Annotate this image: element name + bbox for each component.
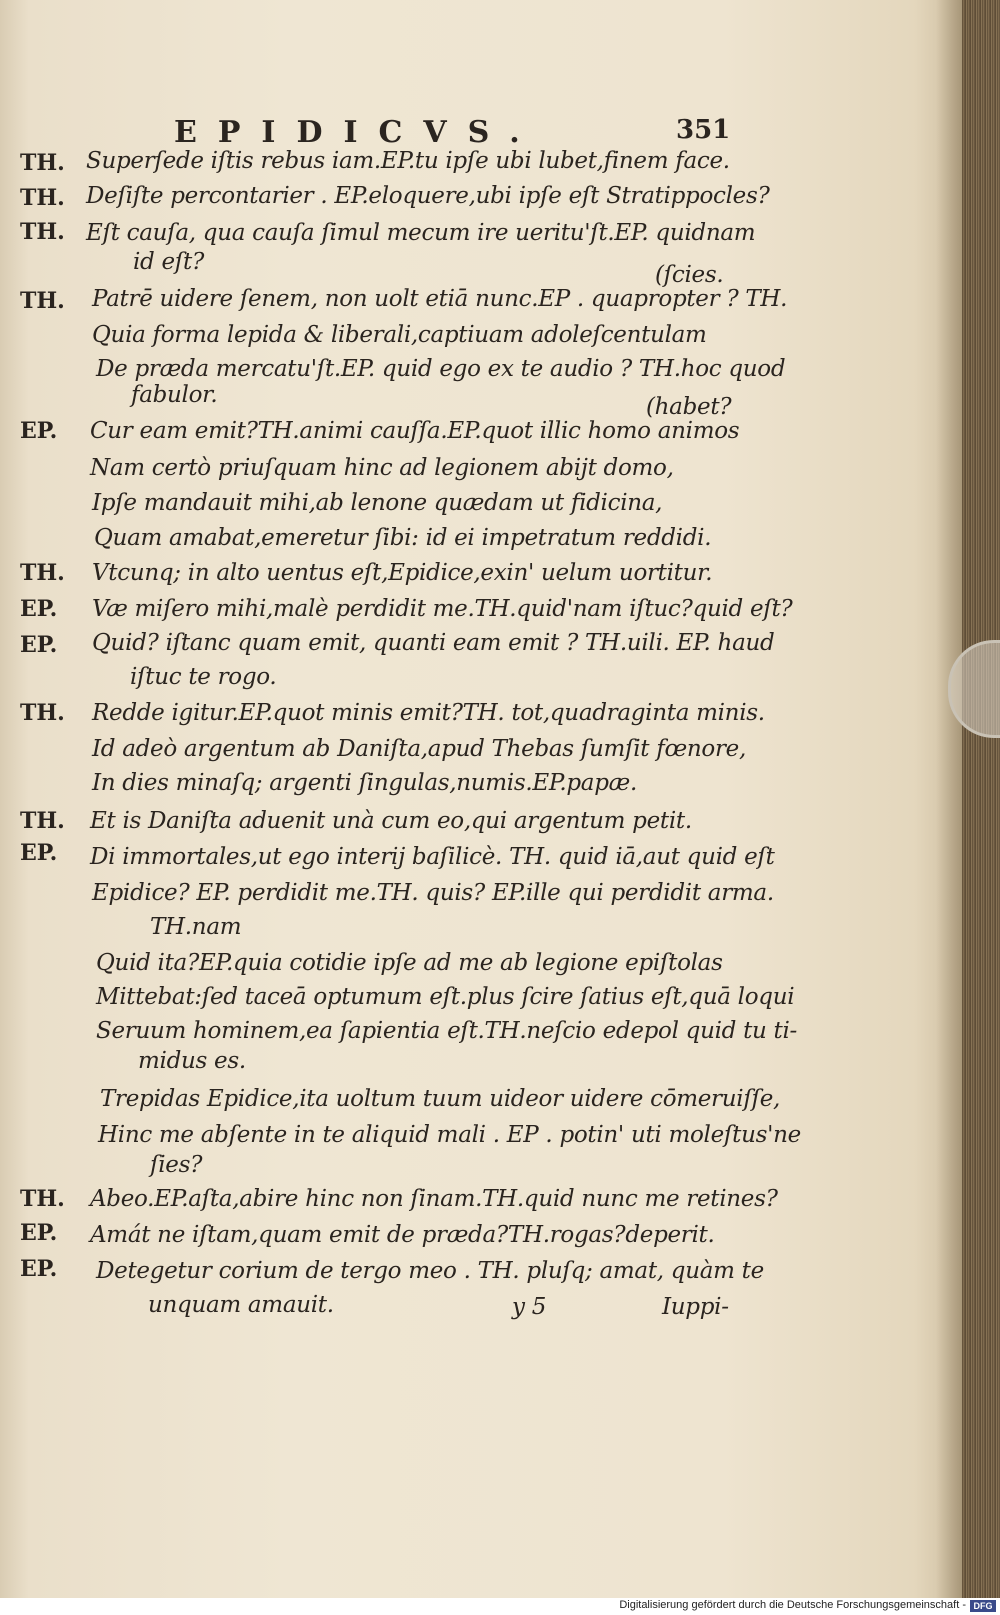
text-line: Trepidas Epidice,ita uoltum tuum uideor uidere cōmeruiſſe,	[100, 1086, 781, 1112]
text-line: (ſcies.	[655, 262, 724, 288]
text-line: unquam amauit.	[148, 1292, 334, 1318]
text-line: Superſede iſtis rebus iam.EP.tu ipſe ubi lubet,finem face.	[86, 148, 730, 174]
text-line: Epidice? EP. perdidit me.TH. quis? EP.ille qui perdidit arma.	[92, 880, 774, 906]
text-line: midus es.	[138, 1048, 246, 1074]
text-line: Hinc me abſente in te aliquid mali . EP . potin' uti moleſtus'ne	[98, 1122, 801, 1148]
text-line: Væ miſero mihi,malè perdidit me.TH.quid'nam iſtuc?quid eſt?	[92, 596, 793, 622]
speaker-label: EP.	[20, 840, 58, 866]
speaker-label: TH.	[20, 288, 65, 314]
speaker-label: EP.	[20, 418, 58, 444]
book-fore-edge	[962, 0, 1000, 1598]
text-line: fabulor.	[131, 382, 218, 408]
text-line: Id adeò argentum ab Daniſta,apud Thebas ſumſit fœnore,	[92, 736, 746, 762]
text-line: Cur eam emit?TH.animi cauſſa.EP.quot illic homo animos	[90, 418, 740, 444]
text-line: Et is Daniſta aduenit unà cum eo,qui argentum petit.	[90, 808, 692, 834]
text-line: Mittebat:ſed taceā optumum eſt.plus ſcire ſatius eſt,quā loqui	[96, 984, 795, 1010]
footer-bar	[0, 1598, 1000, 1615]
speaker-label: TH.	[20, 1186, 65, 1212]
text-line: De præda mercatu'ſt.EP. quid ego ex te audio ? TH.hoc quod	[96, 356, 786, 382]
text-line: (habet?	[646, 394, 732, 420]
dfg-logo-icon: DFG	[970, 1600, 996, 1612]
text-line: Quia forma lepida & liberali,captiuam adoleſcentulam	[92, 322, 707, 348]
speaker-label: EP.	[20, 596, 58, 622]
text-line: id eſt?	[133, 249, 204, 275]
speaker-label: TH.	[20, 808, 65, 834]
speaker-label: TH.	[20, 700, 65, 726]
text-line: Nam certò priuſquam hinc ad legionem abijt domo,	[90, 455, 674, 481]
text-line: TH.nam	[150, 914, 242, 940]
speaker-label: TH.	[20, 185, 65, 211]
speaker-label: TH.	[20, 150, 65, 176]
text-line: Quam amabat,emeretur ſibi: id ei impetratum reddidi.	[94, 525, 712, 551]
speaker-label: EP.	[20, 1220, 58, 1246]
speaker-label: EP.	[20, 1256, 58, 1282]
text-line: Redde igitur.EP.quot minis emit?TH. tot,quadraginta minis.	[92, 700, 765, 726]
text-line: Eſt cauſa, qua cauſa ſimul mecum ire ueritu'ſt.EP. quidnam	[86, 220, 756, 246]
text-line: Vtcunq; in alto uentus eſt,Epidice,exin' uelum uortitur.	[92, 560, 713, 586]
text-line: ſies?	[150, 1152, 203, 1178]
signature-mark: y 5	[512, 1294, 547, 1320]
page-number: 351	[676, 115, 731, 145]
running-title: EPIDICVS.	[174, 115, 541, 150]
text-line: Detegetur corium de tergo meo . TH. pluſq; amat, quàm te	[96, 1258, 764, 1284]
catchword: Iuppi-	[662, 1294, 729, 1320]
speaker-label: TH.	[20, 560, 65, 586]
text-line: iſtuc te rogo.	[130, 664, 277, 690]
text-line: In dies minaſq; argenti ſingulas,numis.EP.papæ.	[92, 770, 637, 796]
text-line: Deſiſte percontarier . EP.eloquere,ubi ipſe eſt Stratippocles?	[86, 183, 770, 209]
text-line: Seruum hominem,ea ſapientia eſt.TH.neſcio edepol quid tu ti-	[96, 1018, 798, 1044]
text-line: Abeo.EP.aſta,abire hinc non ſinam.TH.quid nunc me retines?	[90, 1186, 778, 1212]
text-line: Amát ne iſtam,quam emit de præda?TH.rogas?deperit.	[90, 1222, 715, 1248]
text-line: Patrē uidere ſenem, non uolt etiā nunc.EP . quapropter ? TH.	[92, 286, 788, 312]
text-line: Quid ita?EP.quia cotidie ipſe ad me ab legione epiſtolas	[96, 950, 723, 976]
speaker-label: EP.	[20, 632, 58, 658]
text-line: Quid? iſtanc quam emit, quanti eam emit ? TH.uili. EP. haud	[92, 630, 775, 656]
speaker-label: TH.	[20, 219, 65, 245]
footer-credit: Digitalisierung gefördert durch die Deutsche Forschungsgemeinschaft -	[619, 1599, 966, 1611]
gutter-shadow	[936, 0, 962, 1598]
text-line: Di immortales,ut ego interij baſilicè. TH. quid iā,aut quid eſt	[90, 844, 775, 870]
text-line: Ipſe mandauit mihi,ab lenone quædam ut fidicina,	[92, 490, 663, 516]
